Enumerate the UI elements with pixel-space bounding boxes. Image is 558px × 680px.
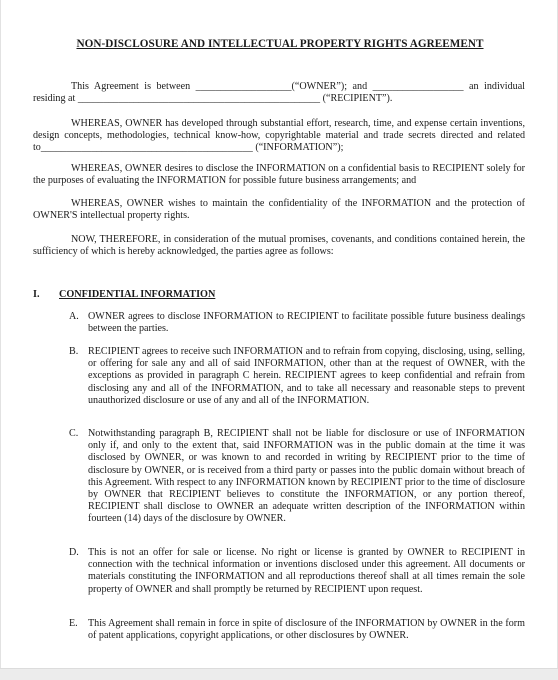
intro-whereas-maintain-paragraph: WHEREAS, OWNER wishes to maintain the confidentiality of the INFORMATION and the protection of OWNER'S intellectual property rights.	[33, 198, 525, 222]
clause-text: OWNER agrees to disclose INFORMATION to RECIPIENT to facilitate possible future business dealings between the parties.	[88, 311, 525, 335]
clause-letter: B.	[69, 346, 79, 357]
clause-text: This Agreement shall remain in force in spite of disclosure of the INFORMATION by OWNER in the form of patent applications, copyright applications, or other disclosures by OWNER.	[88, 618, 525, 642]
intro-whereas-disclose-paragraph: WHEREAS, OWNER desires to disclose the INFORMATION on a confidential basis to RECIPIENT solely for the purposes of evaluating the INFORMATION for possible future business arrangements; and	[33, 163, 525, 187]
clause-e	[69, 618, 525, 642]
document-title: NON-DISCLOSURE AND INTELLECTUAL PROPERTY RIGHTS AGREEMENT	[76, 38, 484, 50]
clause-letter: A.	[69, 311, 79, 322]
clause-b	[69, 346, 525, 407]
clause-letter: E.	[69, 618, 78, 629]
intro-now-therefore-paragraph: NOW, THEREFORE, in consideration of the mutual promises, covenants, and conditions contained herein, the sufficiency of which is hereby acknowledged, the parties agree as follows:	[33, 234, 525, 258]
clause-d	[69, 547, 525, 596]
clause-text: This is not an offer for sale or license. No right or license is granted by OWNER to RECIPIENT in connection with the technical information or inventions disclosed under this agreement. All documents or materials constituting the INFORMATION and all reproductions thereof shall at all times remain the sole property of OWNER and shall promptly be returned by RECIPIENT upon request.	[88, 547, 525, 595]
intro-whereas-developed-paragraph: WHEREAS, OWNER has developed through substantial effort, research, time, and expense certain inventions, design concepts, methodologies, technical know-how, copyrightable material and trade secrets directed and related to__________________________________________ (“INFORMATION”);	[33, 118, 525, 154]
section-heading	[33, 289, 215, 300]
page-footer-strip	[0, 668, 558, 680]
section-title: CONFIDENTIAL INFORMATION	[59, 289, 216, 300]
clause-text: Notwithstanding paragraph B, RECIPIENT shall not be liable for disclosure or use of INFORMATION only if, and only to the extent that, said INFORMATION was in the public domain at the time it was disclosed by OWNER, or was known to and recorded in writing by RECIPIENT prior to the time of disclosure by OWNER, or is received from a third party or passes into the public domain without breach of this Agreement. With respect to any INFORMATION known by RECIPIENT prior to the time of disclosure by OWNER that RECIPIENT believes to constitute the INFORMATION, or any portion thereof, RECIPIENT shall disclose to OWNER an adequate written description of the INFORMATION within fourteen (14) days of the disclosure by OWNER.	[88, 428, 525, 525]
clause-c	[69, 428, 525, 526]
clause-letter: C.	[69, 428, 79, 439]
clause-letter: D.	[69, 547, 79, 558]
section-number: I.	[33, 289, 40, 300]
clause-text: RECIPIENT agrees to receive such INFORMATION and to refrain from copying, disclosing, using, selling, or offering for sale any and all of said INFORMATION, other than at the request of OWNER, with the exceptions as provided in paragraph C herein. RECIPIENT agrees to keep confidential and refrain from disclosing any and all of the INFORMATION, and to take all necessary and reasonable steps to prevent unauthorized disclosure or use of any and all of the INFORMATION.	[88, 346, 525, 406]
clause-a	[69, 311, 525, 335]
intro-parties-paragraph: This Agreement is between ___________________(“OWNER”); and __________________ an individual residing at ________________________________________________ (“RECIPIENT”).	[33, 81, 525, 105]
